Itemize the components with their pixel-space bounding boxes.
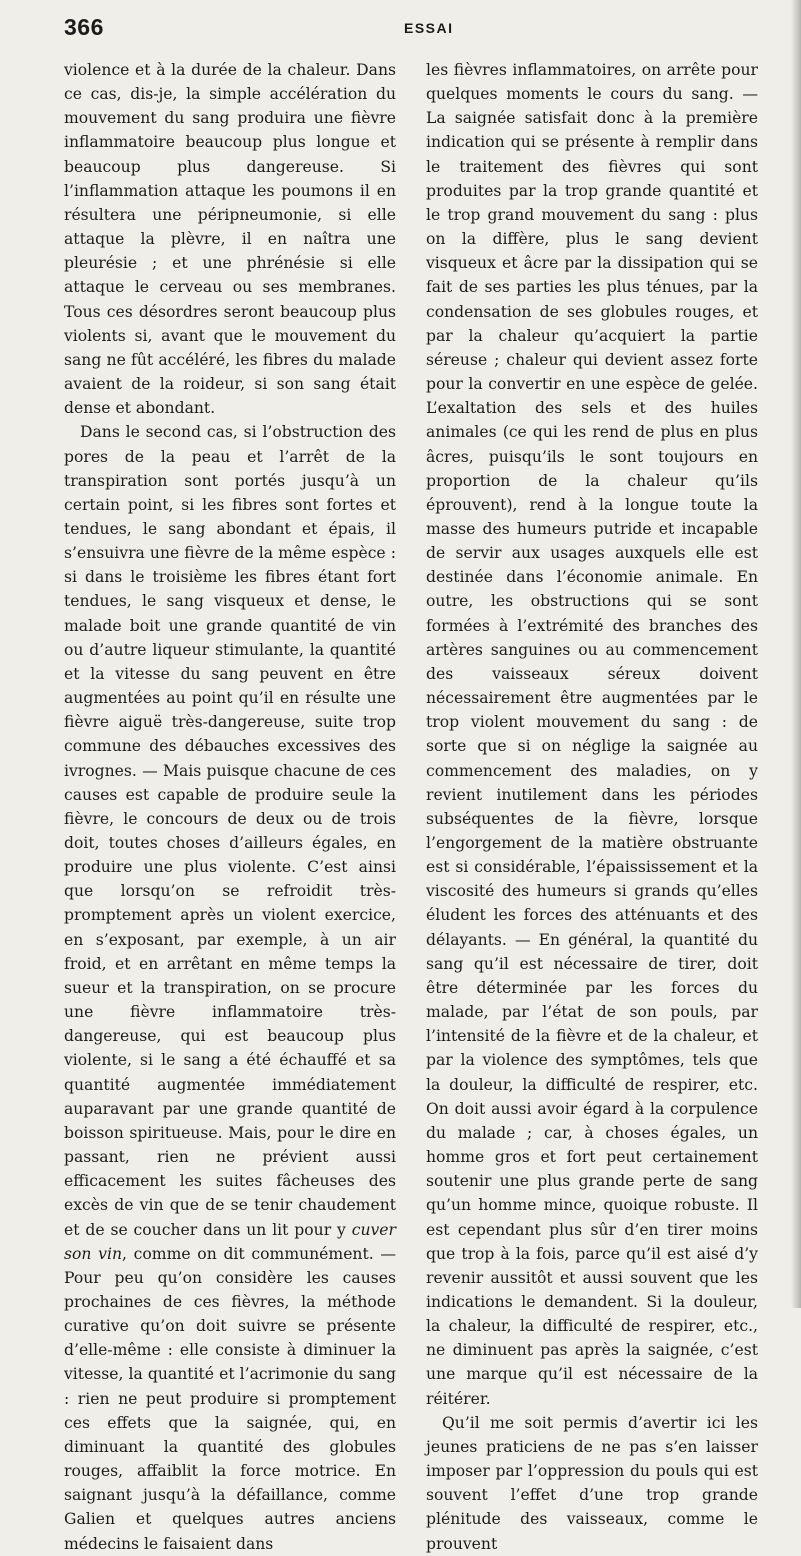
right-column: [426, 58, 758, 1556]
left-column: [64, 58, 396, 1556]
paragraph: violence et à la durée de la chaleur. Dans ce cas, dis-je, la simple accélération du mouvement du sang produira une fièvre inflammatoire beaucoup plus longue et beaucoup plus dangereuse. Si l’inflammation attaque les poumons il en résultera une péripneumonie, si elle attaque la plèvre, il en naîtra une pleurésie ; et une phrénésie si elle attaque le cerveau ou ses membranes. Tous ces désordres seront beaucoup plus violents si, avant que le mouvement du sang ne fût accéléré, les fibres du malade avaient de la roideur, si son sang était dense et abondant.: [64, 61, 396, 418]
page-number: 366: [64, 14, 104, 40]
page-edge-shadow: [791, 0, 801, 1308]
italic-phrase: cuver son vin: [64, 1220, 396, 1263]
paragraph: les fièvres inflammatoires, on arrête pour quelques moments le cours du sang. — La saignée satisfait donc à la première indication qui se présente à remplir dans le traitement des fièvres qui sont produites par la trop grande quantité et le trop grand mouvement du sang : plus on la diffère, plus le sang devient visqueux et âcre par la dissipation qui se fait de ses parties les plus ténues, par la condensation de ses globules rouges, et par la chaleur qu’acquiert la partie séreuse ; chaleur qui devient assez forte pour la convertir en une espèce de gelée. L’exaltation des sels et des huiles animales (ce qui les rend de plus en plus âcres, puisqu’ils le sont toujours en proportion de la chaleur qu’ils éprouvent), rend à la longue toute la masse des humeurs putride et incapable de servir aux usages auxquels elle est destinée dans l’économie animale. En outre, les obstructions qui se sont formées à l’extrémité des branches des artères sanguines ou au commencement des vaisseaux séreux doivent nécessairement être augmentées par le trop violent mouvement du sang : de sorte que si on néglige la saignée au commencement des maladies, on y revient inutilement dans les périodes subséquentes de la fièvre, lorsque l’engorgement de la matière obstruante est si considérable, l’épaississement et la viscosité des humeurs si grands qu’elles éludent les forces des atténuants et des délayants. — En général, la quantité du sang qu’il est nécessaire de tirer, doit être déterminée par les forces du malade, par l’état de son pouls, par l’intensité de la fièvre et de la chaleur, et par la violence des symptômes, tels que la douleur, la difficulté de respirer, etc. On doit aussi avoir égard à la corpulence du malade ; car, à choses égales, un homme gros et fort peut certainement soutenir une plus grande perte de sang qu’un homme mince, quoique robuste. Il est cependant plus sûr d’en tirer moins que trop à la fois, parce qu’il est aisé d’y revenir aussitôt et aussi souvent que les indications le demandent. Si la douleur, la chaleur, la difficulté de respirer, etc., ne diminuent pas après la saignée, c’est une marque qu’il est nécessaire de la réitérer.: [426, 61, 758, 1408]
page-header: [64, 14, 761, 50]
paragraph-text: , comme on dit communément. — Pour peu qu’on considère les causes prochaines de ces fièvres, la méthode curative qu’on doit suivre se présente d’elle-même : elle consiste à diminuer la vitesse, la quantité et l’acrimonie du sang : rien ne peut produire si promptement ces effets que la saignée, qui, en diminuant la quantité des globules rouges, affaiblit la force motrice. En saignant jusqu’à la défaillance, comme Galien et quelques autres anciens médecins le faisaient dans: [64, 1244, 397, 1553]
paragraph: Qu’il me soit permis d’avertir ici les jeunes praticiens de ne pas s’en laisser imposer par l’oppression du pouls qui est souvent l’effet d’une trop grande plénitude des vaisseaux, comme le prouvent: [426, 1413, 758, 1553]
running-head: ESSAI: [404, 20, 454, 36]
paragraph: [64, 420, 396, 1555]
paragraph-text: Dans le second cas, si l’obstruction des pores de la peau et l’arrêt de la transpiration sont portés jusqu’à un certain point, si les fibres sont fortes et tendues, le sang abondant et épais, il s’ensuivra une fièvre de la même espèce : si dans le troisième les fibres étant fort tendues, le sang visqueux et dense, le malade boit une grande quantité de vin ou d’autre liqueur stimulante, la quantité et la vitesse du sang peuvent en être augmentées au point qu’il en résulte une fièvre aiguë très-dangereuse, suite trop commune des débauches excessives des ivrognes. — Mais puisque chacune de ces causes est capable de produire seule la fièvre, le concours de deux ou de trois doit, toutes choses d’ailleurs égales, en produire une plus violente. C’est ainsi que lorsqu’on se refroidit très-promptement après un violent exercice, en s’exposant, par exemple, à un air froid, et en arrêtant en même temps la sueur et la transpiration, on se procure une fièvre inflammatoire très-dangereuse, qui est beaucoup plus violente, si le sang a été échauffé et sa quantité augmentée immédiatement auparavant par une grande quantité de boisson spiritueuse. Mais, pour le dire en passant, rien ne prévient aussi efficacement les suites fâcheuses des excès de vin que de se tenir chaudement et de se coucher dans un lit pour y: [64, 423, 396, 1239]
